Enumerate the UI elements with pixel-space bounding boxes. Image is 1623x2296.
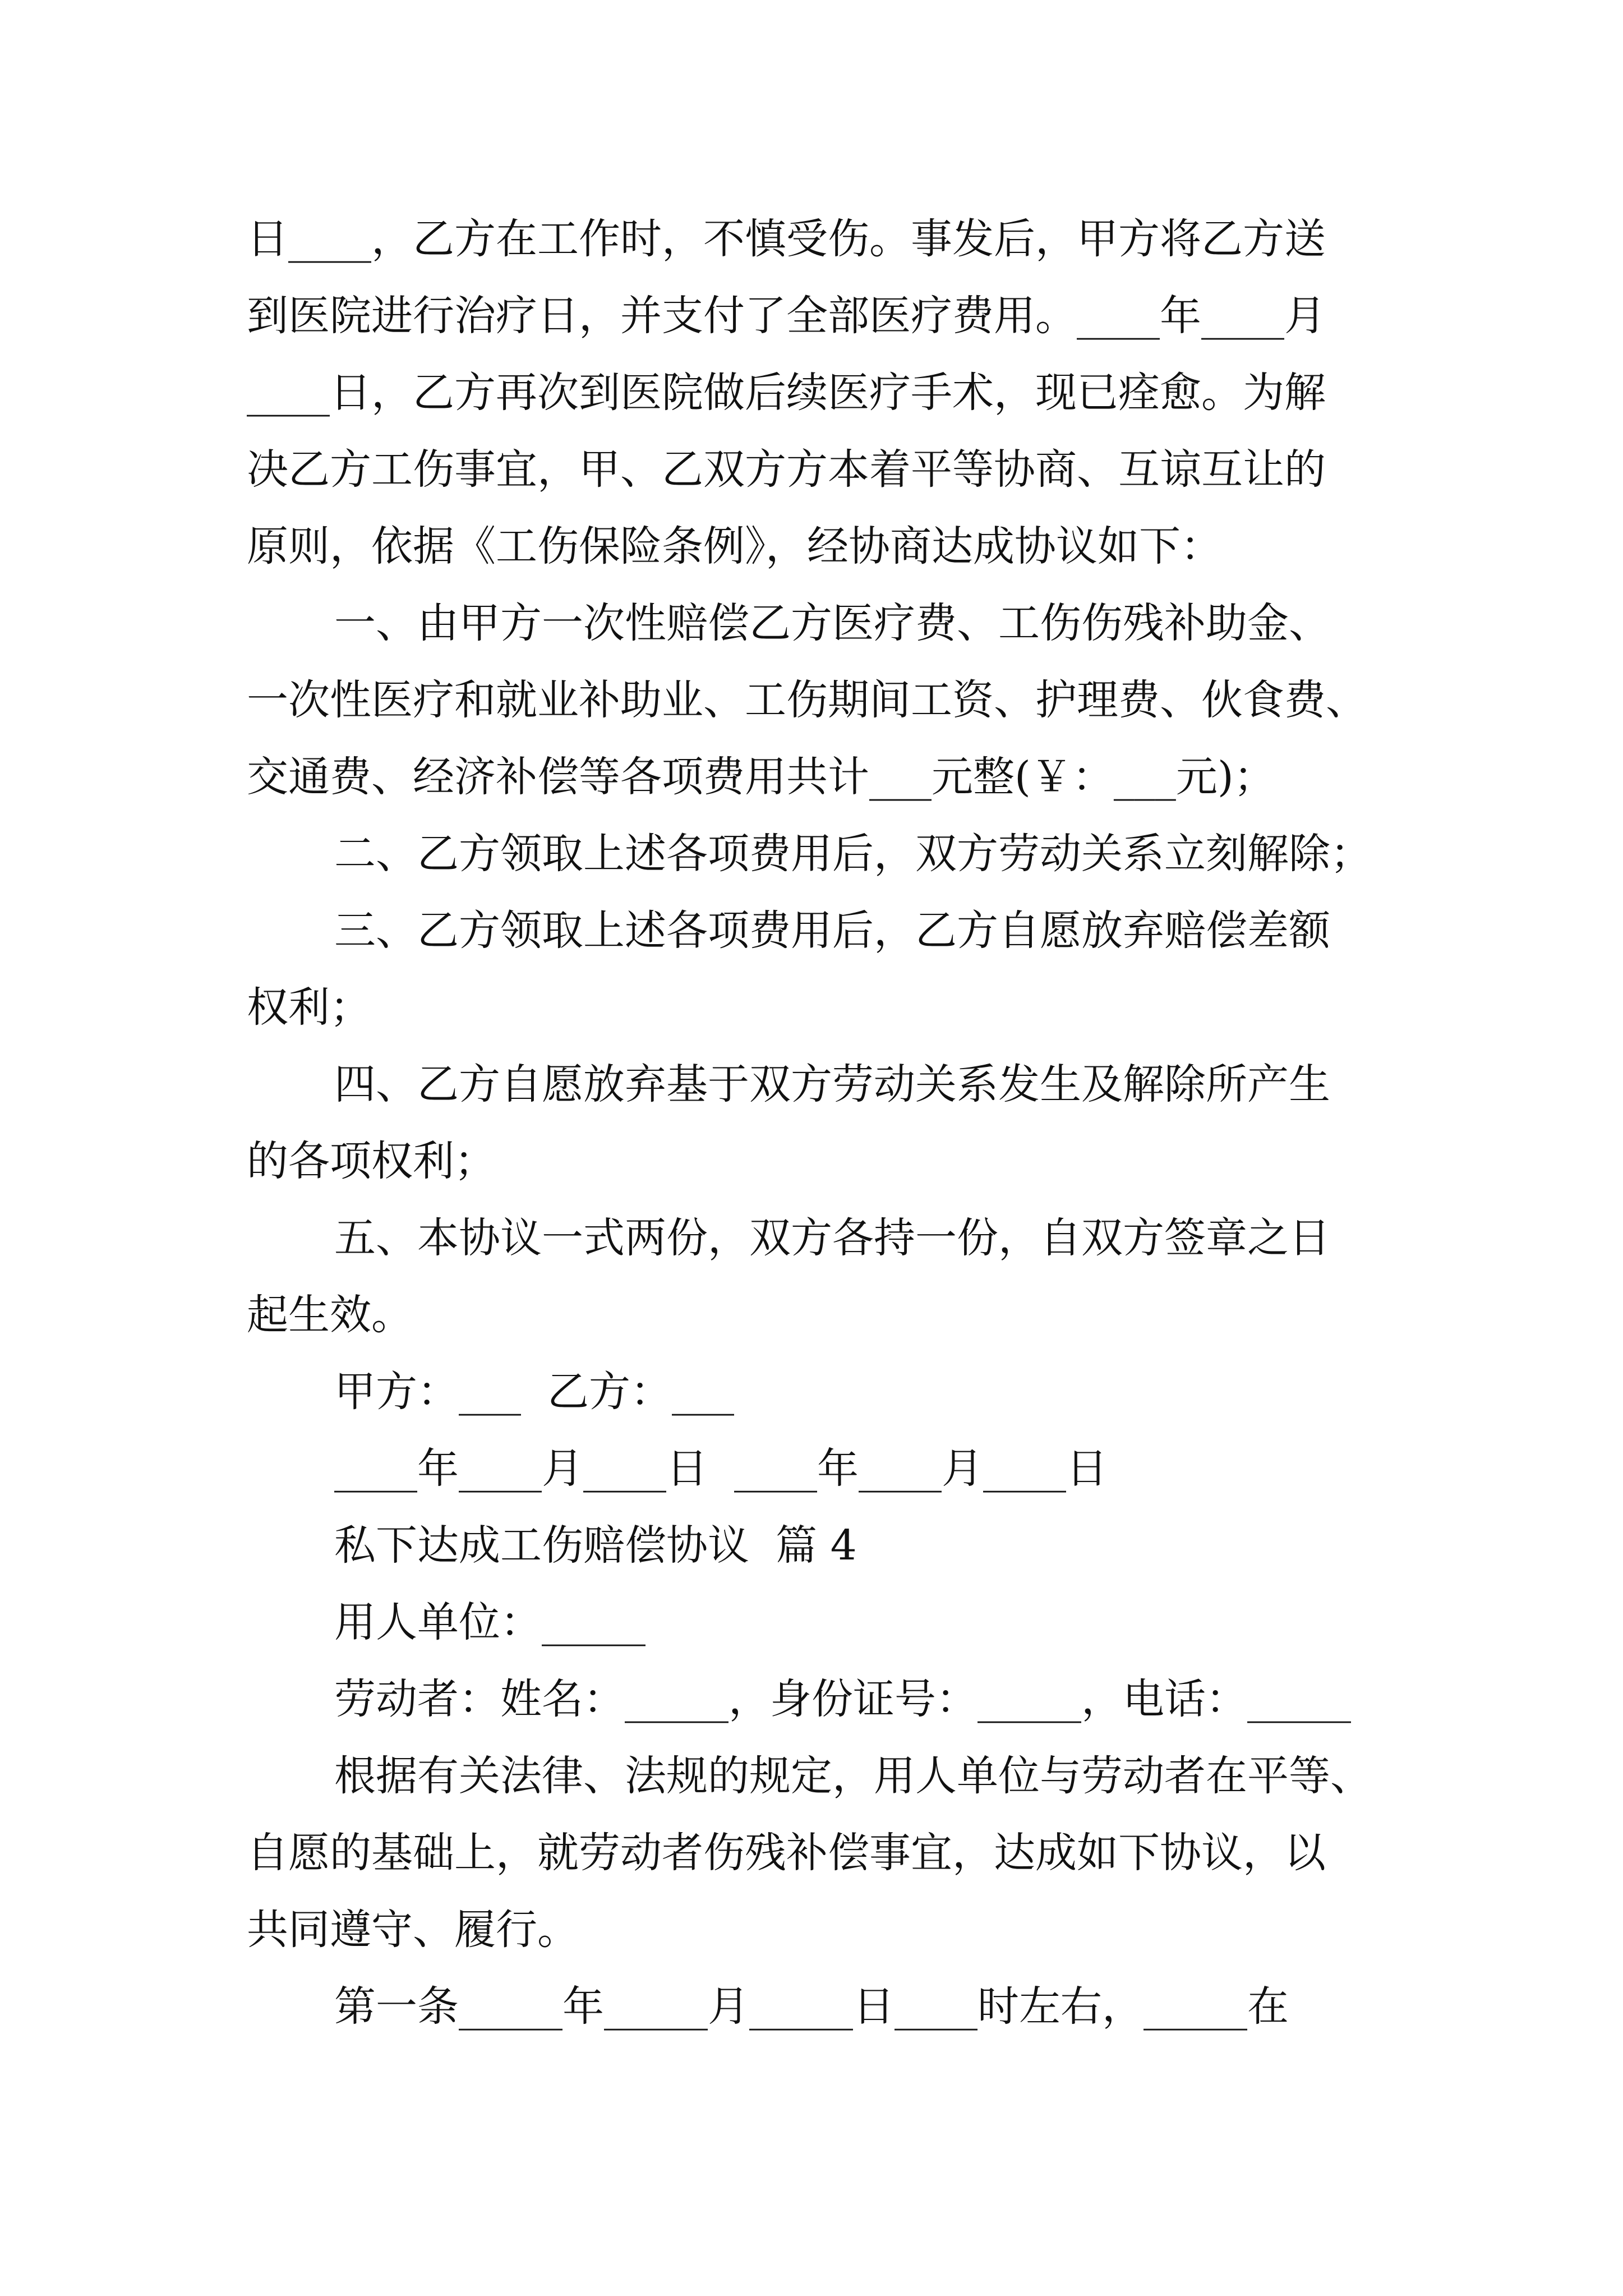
paragraph-line: 共同遵守、履行。 — [247, 1906, 579, 1954]
paragraph-line: 起生效。 — [247, 1291, 413, 1339]
clause-five: 五、本协议一式两份，双方各持一份，自双方签章之日 — [334, 1214, 1330, 1262]
paragraph-line: 自愿的基础上，就劳动者伤残补偿事宜，达成如下协议，以 — [247, 1829, 1326, 1877]
paragraph-line: 交通费、经济补偿等各项费用共计___元整(￥：___元)； — [247, 753, 1275, 801]
paragraph-line: 权利； — [247, 983, 371, 1032]
signature-dates: ____年____月____日 ____年____月____日 — [334, 1444, 1108, 1493]
clause-two: 二、乙方领取上述各项费用后，双方劳动关系立刻解除； — [334, 830, 1372, 878]
paragraph-line: 一次性医疗和就业补助业、工伤期间工资、护理费、伙食费、 — [247, 676, 1367, 724]
employer-field: 用人单位：_____ — [334, 1598, 645, 1646]
paragraph-line: 决乙方工伤事宜，甲、乙双方方本着平等协商、互谅互让的 — [247, 445, 1326, 494]
section-heading: 私下达成工伤赔偿协议 篇 4 — [334, 1521, 857, 1570]
worker-info-field: 劳动者：姓名：_____，身份证号：_____，电话：_____ — [334, 1675, 1351, 1723]
clause-three: 三、乙方领取上述各项费用后，乙方自愿放弃赔偿差额 — [334, 907, 1330, 955]
paragraph-line: 到医院进行治疗日，并支付了全部医疗费用。____年____月 — [247, 292, 1326, 340]
clause-four: 四、乙方自愿放弃基于双方劳动关系发生及解除所产生 — [334, 1060, 1330, 1108]
article-one: 第一条_____年_____月_____日____时左右，_____在 — [334, 1982, 1289, 2031]
paragraph-line: 的各项权利； — [247, 1137, 496, 1185]
clause-one: 一、由甲方一次性赔偿乙方医疗费、工伤伤残补助金、 — [334, 599, 1330, 647]
paragraph-line: ____日，乙方再次到医院做后续医疗手术，现已痊愈。为解 — [247, 369, 1326, 417]
signature-parties: 甲方：___ 乙方：___ — [334, 1368, 735, 1416]
paragraph-line: 原则，依据《工伤保险条例》，经协商达成协议如下： — [247, 522, 1222, 570]
paragraph-line: 根据有关法律、法规的规定，用人单位与劳动者在平等、 — [334, 1752, 1372, 1800]
paragraph-line: 日____，乙方在工作时，不慎受伤。事发后，甲方将乙方送 — [247, 215, 1326, 263]
